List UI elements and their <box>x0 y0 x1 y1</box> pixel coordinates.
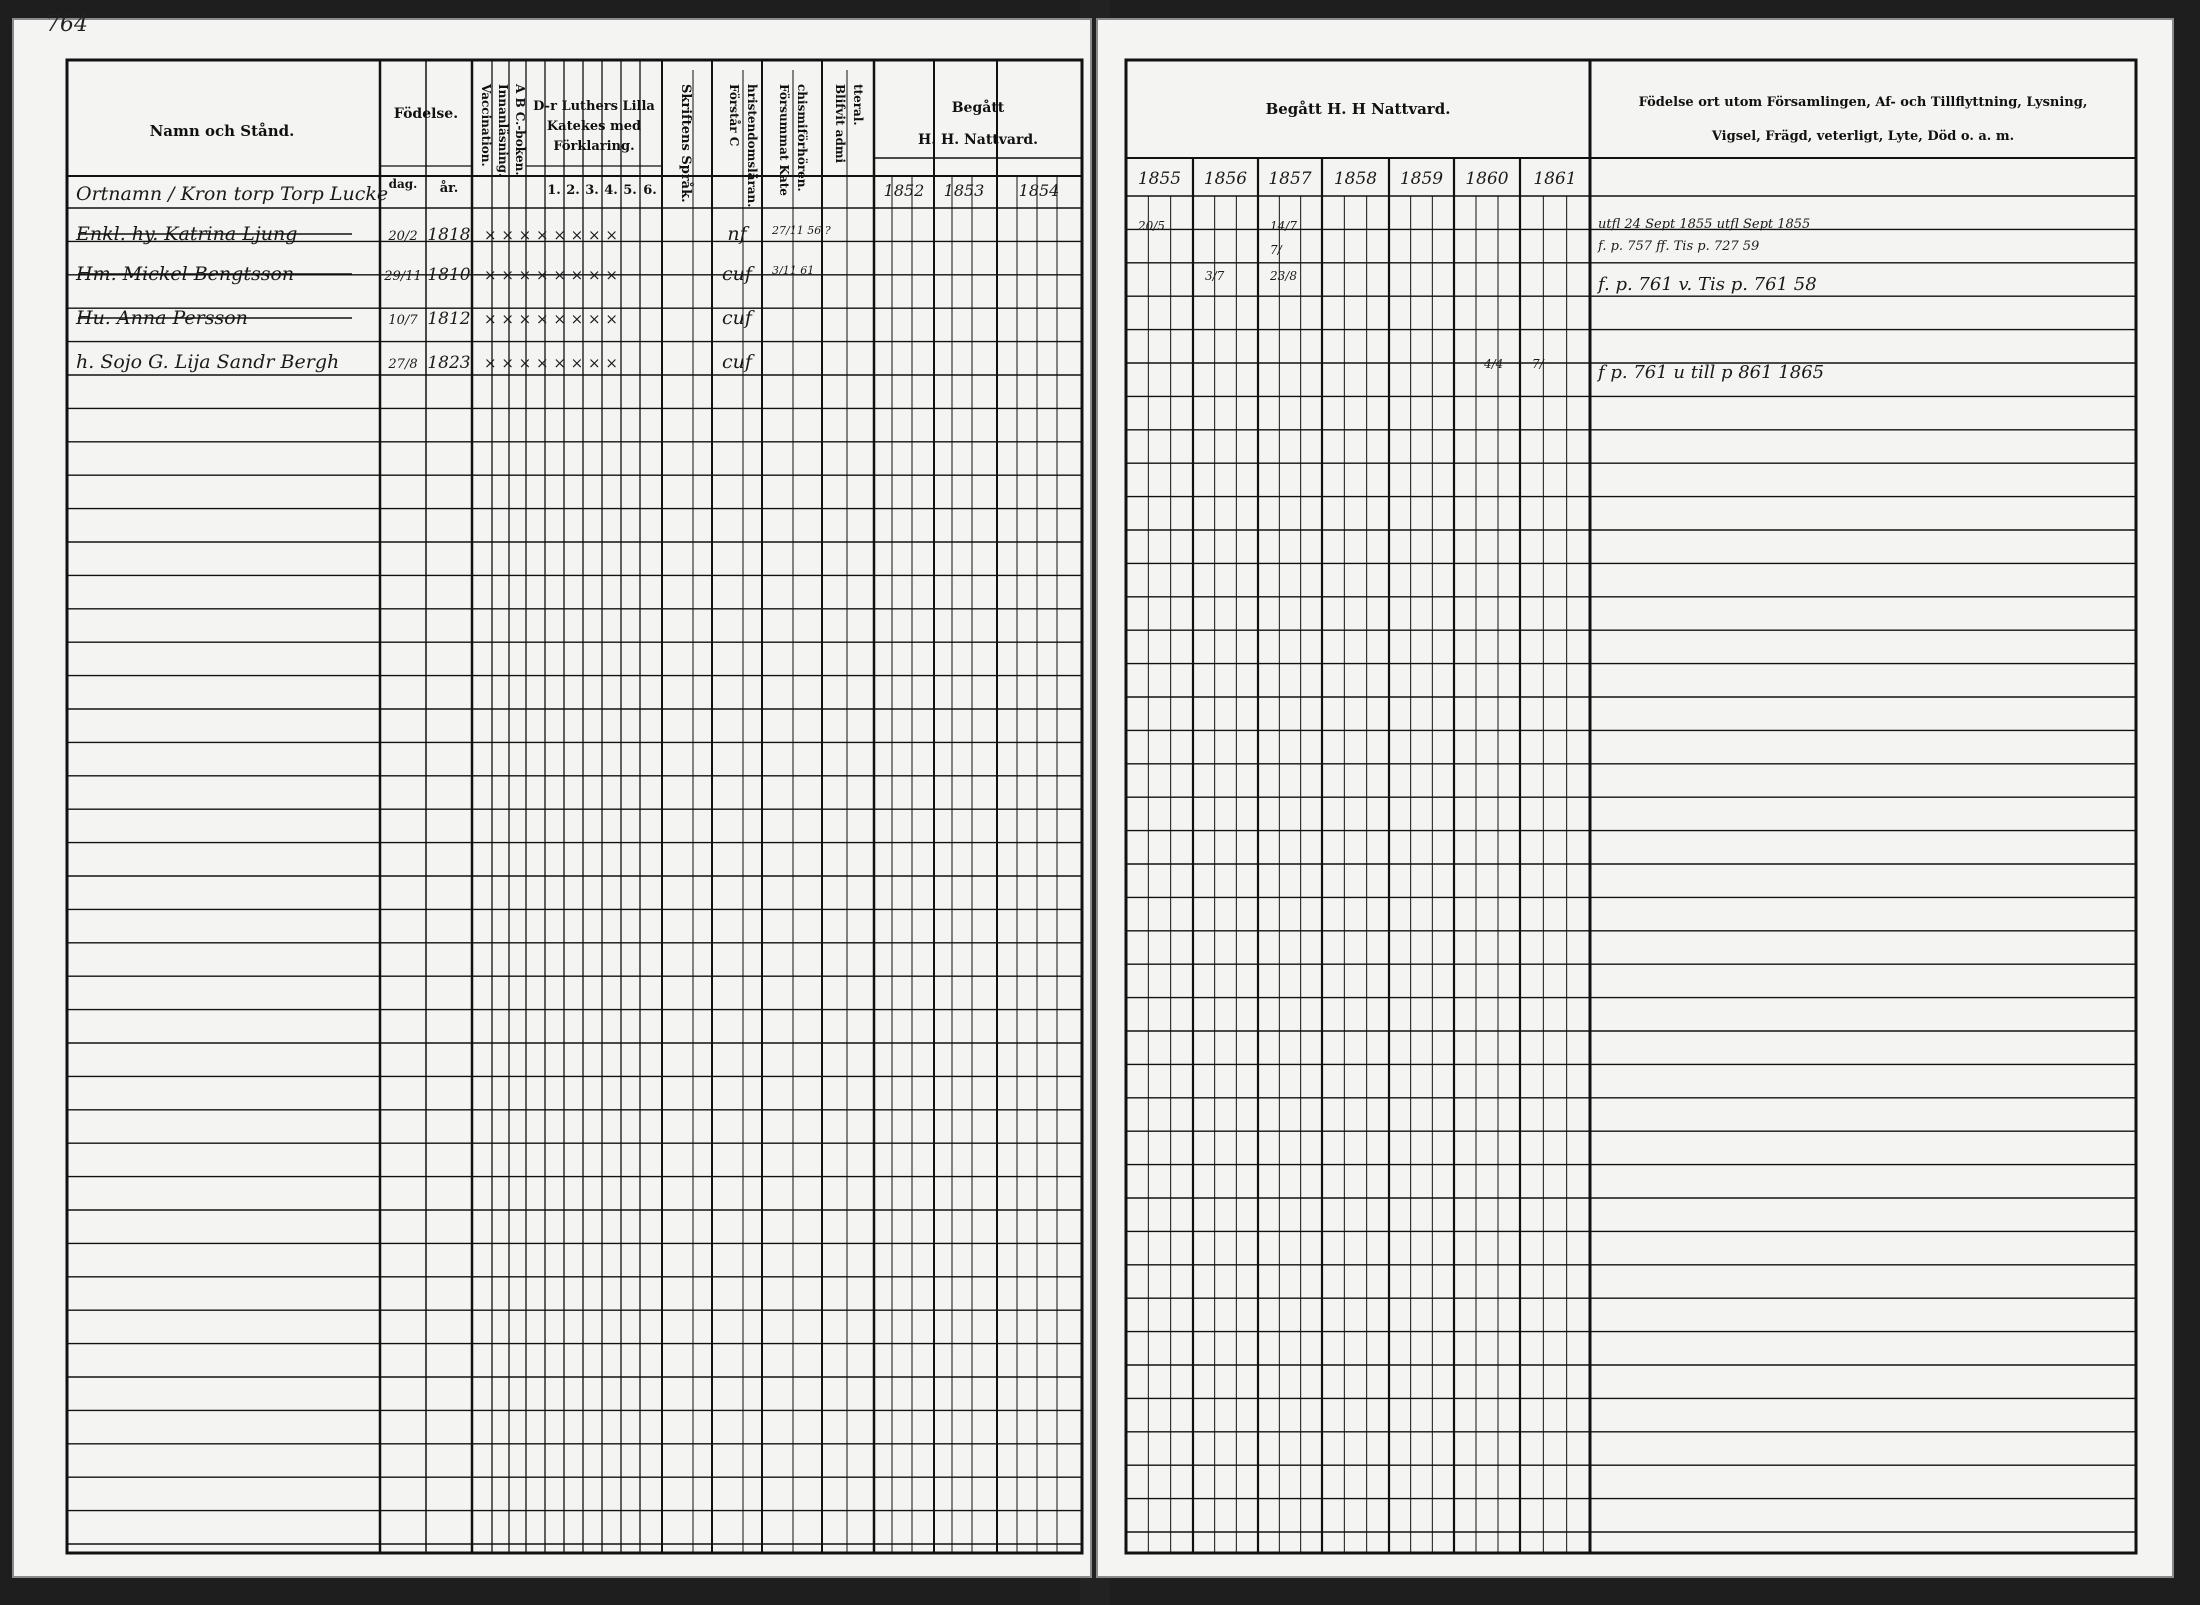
header-birth: Födelse. <box>393 106 459 122</box>
entry-marks: × × × × × × × × <box>484 354 618 372</box>
entry-note: 27/11 56 ? <box>772 224 831 237</box>
header-communion-line2: H. H. Nattvard. <box>918 132 1038 148</box>
header-christian-doctrine-a: Förstår C <box>727 84 741 147</box>
communion-year: 1858 <box>1333 169 1378 189</box>
entry-christian-doctrine: cuf <box>722 351 752 373</box>
header-communion: Begått H. H Nattvard. <box>1265 100 1451 118</box>
entry-marks: × × × × × × × × <box>484 310 618 328</box>
entry-name: Hu. Anna Persson <box>76 307 248 329</box>
header-admitted-b: tteral. <box>851 84 865 126</box>
entry-communion-mark: 7/ <box>1532 357 1544 371</box>
header-catechism-part: 2. <box>566 183 580 198</box>
entry-communion-mark: 7/ <box>1270 243 1282 257</box>
left-ledger <box>12 18 1092 1578</box>
entry-name: Enkl. hy. Katrina Ljung <box>76 223 298 245</box>
entry-communion-mark: 23/8 <box>1270 269 1297 283</box>
entry-birth-day: 10/7 <box>388 313 418 328</box>
entry-communion-mark: 14/7 <box>1270 219 1297 233</box>
right-ledger <box>1096 18 2174 1578</box>
communion-year: 1856 <box>1203 169 1248 189</box>
header-catechism-line3: Förklaring. <box>553 139 635 154</box>
communion-year: 1861 <box>1533 169 1577 189</box>
header-catechism-part: 5. <box>623 183 637 198</box>
header-catechism-part: 3. <box>585 183 599 198</box>
header-vaccination: Vaccination. <box>479 84 493 167</box>
entry-birth-year: 1818 <box>427 225 471 245</box>
communion-year: 1853 <box>943 181 985 200</box>
communion-year: 1855 <box>1137 169 1182 189</box>
entry-remark: f p. 761 u till p 861 1865 <box>1598 362 1825 383</box>
header-reading: Innanläsning. <box>496 84 510 178</box>
communion-year: 1852 <box>883 181 925 200</box>
page-number: 764 <box>46 12 88 37</box>
entry-remark: f. p. 761 v. Tis p. 761 58 <box>1598 274 1817 295</box>
header-catechism-part: 6. <box>643 183 657 198</box>
entry-birth-year: 1812 <box>427 309 471 329</box>
entry-marks: × × × × × × × × <box>484 266 618 284</box>
entry-communion-mark: 4/4 <box>1484 357 1504 371</box>
left-page <box>12 12 1092 1578</box>
header-scripture: Skriftens Språk. <box>678 84 693 203</box>
header-birth-day: dag. <box>388 177 418 191</box>
header-remarks-line2: Vigsel, Frägd, veterligt, Lyte, Död o. a. m. <box>1711 129 2015 144</box>
entry-name: Hm. Mickel Bengtsson <box>76 263 295 285</box>
entry-birth-day: 29/11 <box>384 269 422 284</box>
entry-christian-doctrine: cuf <box>722 307 752 329</box>
entry-birth-day: 20/2 <box>388 229 418 244</box>
header-birth-year: år. <box>439 181 459 196</box>
entry-remark: f. p. 757 ff. Tis p. 727 59 <box>1598 239 1760 254</box>
right-page <box>1096 18 2174 1578</box>
header-christian-doctrine-b: hristendomsläran. <box>745 84 759 208</box>
entry-birth-year: 1810 <box>427 265 471 285</box>
entry-communion-mark: 3/7 <box>1205 269 1225 283</box>
communion-year: 1860 <box>1465 169 1509 189</box>
header-abc-book: A B C.-boken. <box>513 84 527 176</box>
entry-remark: utfl 24 Sept 1855 utfl Sept 1855 <box>1598 217 1811 232</box>
header-missed-catechism-b: chismiförhören. <box>795 84 809 192</box>
entry-communion-mark: 20/5 <box>1138 219 1165 233</box>
header-missed-catechism-a: Försummat Kate <box>777 84 791 196</box>
entry-christian-doctrine: cuf <box>722 263 752 285</box>
communion-year: 1854 <box>1018 181 1060 200</box>
communion-year: 1857 <box>1268 169 1312 189</box>
header-remarks-line1: Födelse ort utom Församlingen, Af- och Tillflyttning, Lysning, <box>1638 95 2088 110</box>
entry-name: Ortnamn / Kron torp Torp Lucke <box>76 183 389 205</box>
communion-year: 1859 <box>1399 169 1444 189</box>
entry-marks: × × × × × × × × <box>484 226 618 244</box>
header-communion-line1: Begått <box>951 100 1005 116</box>
header-catechism-part: 4. <box>604 183 618 198</box>
entry-christian-doctrine: nf <box>727 223 747 245</box>
header-name-rank: Namn och Stånd. <box>149 122 295 140</box>
header-catechism-line2: Katekes med <box>546 119 642 134</box>
header-admitted-a: Blifvit admi <box>833 84 847 164</box>
entry-note: 3/11 61 <box>772 264 815 277</box>
entry-birth-day: 27/8 <box>388 357 418 372</box>
header-catechism-part: 1. <box>547 183 561 198</box>
entry-name: h. Sojo G. Lija Sandr Bergh <box>76 351 340 373</box>
entry-birth-year: 1823 <box>427 353 471 373</box>
header-catechism-line1: D-r Luthers Lilla <box>533 99 655 114</box>
